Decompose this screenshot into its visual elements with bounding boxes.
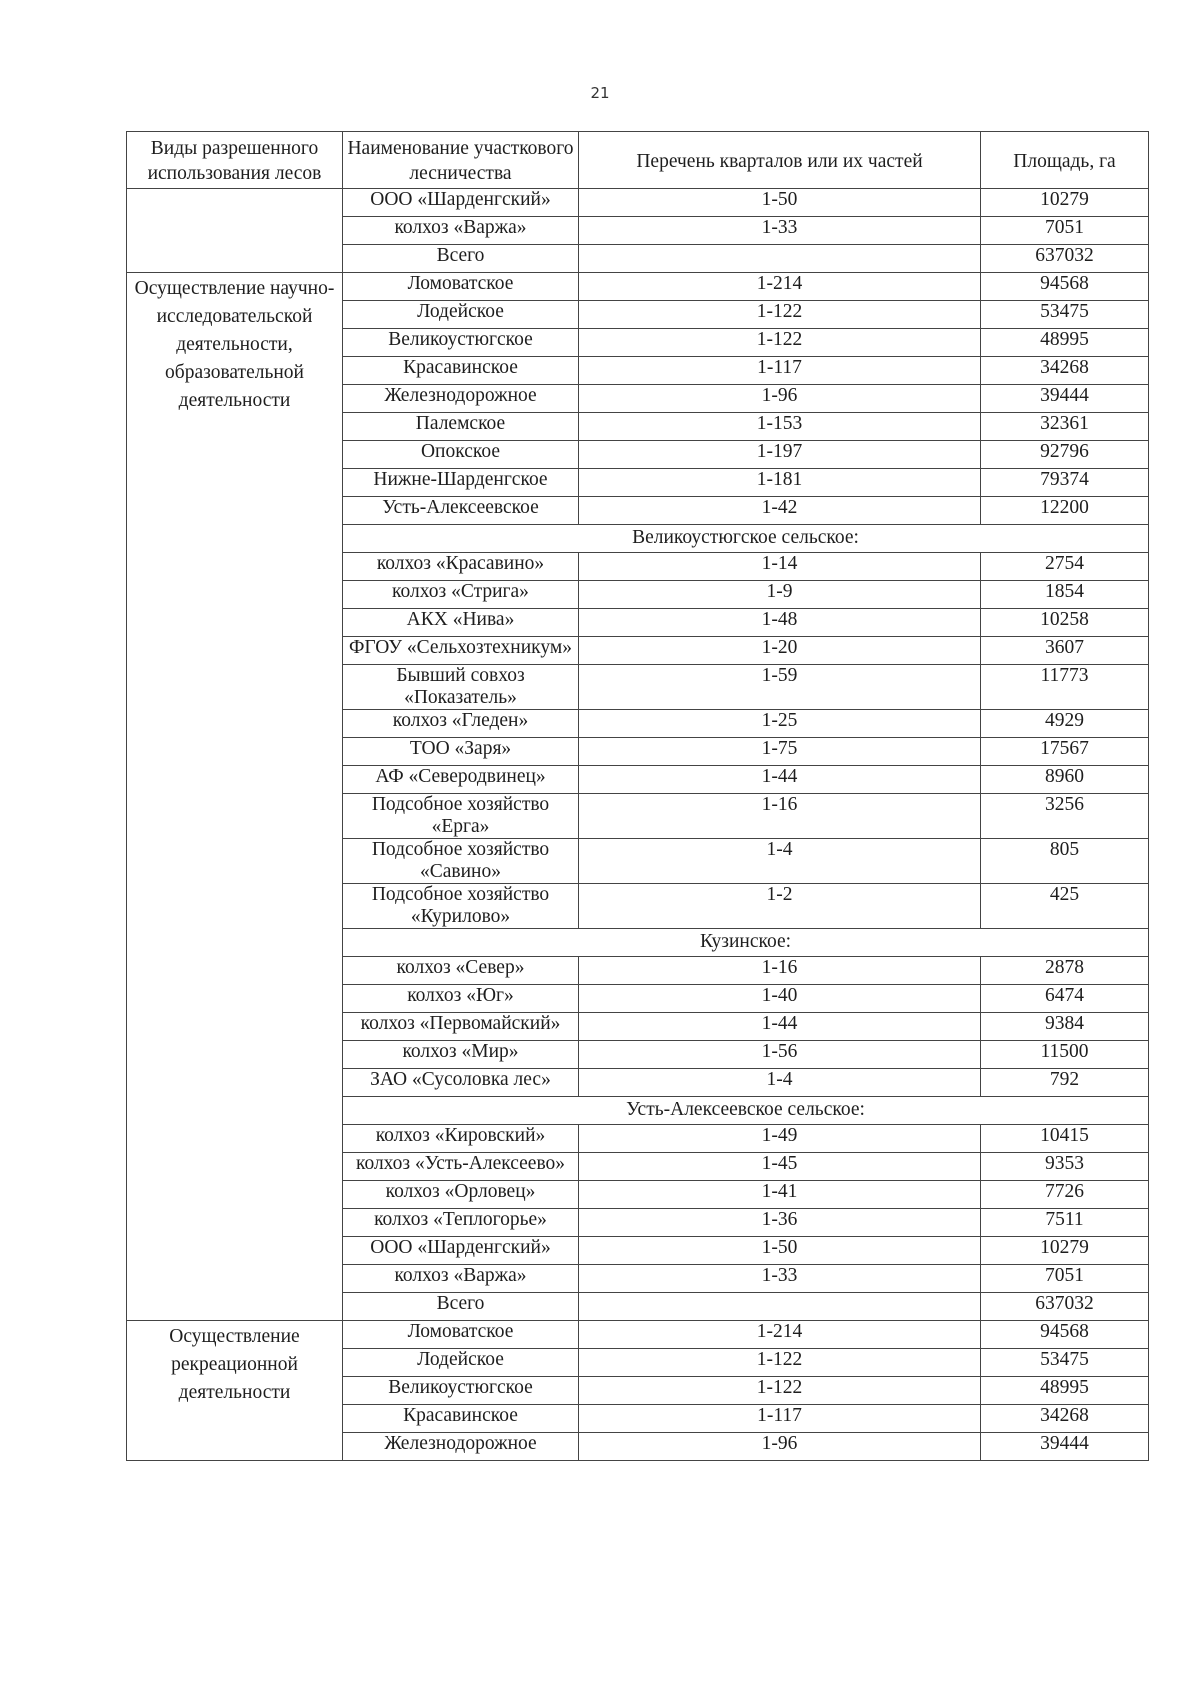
area-cell: 10279 — [981, 189, 1149, 217]
quarters-cell: 1-45 — [579, 1153, 981, 1181]
forest-use-table — [126, 131, 1149, 1461]
use-kind-cell — [127, 189, 343, 273]
header-area: Площадь, га — [981, 132, 1149, 189]
quarters-cell: 1-4 — [579, 1069, 981, 1097]
table-row — [127, 189, 1149, 217]
area-cell: 7051 — [981, 217, 1149, 245]
quarters-cell: 1-14 — [579, 553, 981, 581]
quarters-cell — [579, 1293, 981, 1321]
quarters-cell: 1-33 — [579, 217, 981, 245]
forestry-name-cell: Подсобное хозяйство «Курилово» — [343, 884, 579, 929]
forestry-name-cell: колхоз «Орловец» — [343, 1181, 579, 1209]
area-cell: 17567 — [981, 738, 1149, 766]
area-cell: 637032 — [981, 1293, 1149, 1321]
forestry-name-cell: Нижне-Шарденгское — [343, 469, 579, 497]
area-cell: 1854 — [981, 581, 1149, 609]
area-cell: 32361 — [981, 413, 1149, 441]
area-cell: 34268 — [981, 357, 1149, 385]
forestry-name-cell: колхоз «Первомайский» — [343, 1013, 579, 1041]
quarters-cell: 1-122 — [579, 1349, 981, 1377]
forestry-name-cell: ООО «Шарденгский» — [343, 1237, 579, 1265]
forestry-name-cell: колхоз «Варжа» — [343, 217, 579, 245]
forestry-name-cell: Палемское — [343, 413, 579, 441]
quarters-cell: 1-9 — [579, 581, 981, 609]
forestry-name-cell: Железнодорожное — [343, 1433, 579, 1461]
subheader-cell: Кузинское: — [343, 929, 1149, 957]
table-body — [127, 189, 1149, 1461]
quarters-cell: 1-40 — [579, 985, 981, 1013]
forestry-name-cell: колхоз «Мир» — [343, 1041, 579, 1069]
forestry-name-cell: Ломоватское — [343, 273, 579, 301]
quarters-cell: 1-96 — [579, 1433, 981, 1461]
quarters-cell: 1-2 — [579, 884, 981, 929]
forestry-name-cell: колхоз «Усть-Алексеево» — [343, 1153, 579, 1181]
quarters-cell: 1-181 — [579, 469, 981, 497]
area-cell: 48995 — [981, 329, 1149, 357]
forestry-name-cell: АФ «Северодвинец» — [343, 766, 579, 794]
forestry-name-cell: Подсобное хозяйство «Савино» — [343, 839, 579, 884]
forestry-name-cell: Подсобное хозяйство «Ерга» — [343, 794, 579, 839]
area-cell: 7726 — [981, 1181, 1149, 1209]
quarters-cell: 1-153 — [579, 413, 981, 441]
forestry-name-cell: Бывший совхоз «Показатель» — [343, 665, 579, 710]
forestry-name-cell: Железнодорожное — [343, 385, 579, 413]
forestry-name-cell: колхоз «Кировский» — [343, 1125, 579, 1153]
forestry-name-cell: Опокское — [343, 441, 579, 469]
area-cell: 425 — [981, 884, 1149, 929]
forestry-name-cell: Великоустюгское — [343, 329, 579, 357]
area-cell: 9384 — [981, 1013, 1149, 1041]
forestry-name-cell: Красавинское — [343, 1405, 579, 1433]
forestry-name-cell: колхоз «Стрига» — [343, 581, 579, 609]
quarters-cell: 1-122 — [579, 301, 981, 329]
subheader-cell: Великоустюгское сельское: — [343, 525, 1149, 553]
area-cell: 805 — [981, 839, 1149, 884]
area-cell: 10415 — [981, 1125, 1149, 1153]
quarters-cell: 1-25 — [579, 710, 981, 738]
table-row — [127, 273, 1149, 301]
quarters-cell: 1-122 — [579, 329, 981, 357]
quarters-cell: 1-117 — [579, 1405, 981, 1433]
area-cell: 637032 — [981, 245, 1149, 273]
forestry-name-cell: колхоз «Варжа» — [343, 1265, 579, 1293]
area-cell: 6474 — [981, 985, 1149, 1013]
forestry-name-cell: ТОО «Заря» — [343, 738, 579, 766]
quarters-cell: 1-50 — [579, 1237, 981, 1265]
area-cell: 3607 — [981, 637, 1149, 665]
area-cell: 53475 — [981, 1349, 1149, 1377]
forestry-name-cell: Великоустюгское — [343, 1377, 579, 1405]
use-kind-cell: Осуществление рекреационной деятельности — [127, 1321, 343, 1461]
area-cell: 10258 — [981, 609, 1149, 637]
area-cell: 792 — [981, 1069, 1149, 1097]
area-cell: 7051 — [981, 1265, 1149, 1293]
quarters-cell: 1-48 — [579, 609, 981, 637]
area-cell: 39444 — [981, 1433, 1149, 1461]
forestry-name-cell: колхоз «Красавино» — [343, 553, 579, 581]
quarters-cell: 1-56 — [579, 1041, 981, 1069]
header-forestry: Наименование участкового лесничества — [343, 132, 579, 189]
quarters-cell: 1-59 — [579, 665, 981, 710]
area-cell: 12200 — [981, 497, 1149, 525]
quarters-cell: 1-214 — [579, 273, 981, 301]
forestry-name-cell: Усть-Алексеевское — [343, 497, 579, 525]
forestry-name-cell: колхоз «Теплогорье» — [343, 1209, 579, 1237]
forestry-name-cell: колхоз «Север» — [343, 957, 579, 985]
forestry-name-cell: Лодейское — [343, 1349, 579, 1377]
forestry-name-cell: Ломоватское — [343, 1321, 579, 1349]
quarters-cell: 1-16 — [579, 957, 981, 985]
quarters-cell: 1-96 — [579, 385, 981, 413]
quarters-cell: 1-4 — [579, 839, 981, 884]
forestry-name-cell: ООО «Шарденгский» — [343, 189, 579, 217]
forestry-name-cell: Всего — [343, 1293, 579, 1321]
quarters-cell: 1-49 — [579, 1125, 981, 1153]
forestry-name-cell: колхоз «Гледен» — [343, 710, 579, 738]
quarters-cell: 1-117 — [579, 357, 981, 385]
quarters-cell: 1-36 — [579, 1209, 981, 1237]
quarters-cell: 1-20 — [579, 637, 981, 665]
area-cell: 53475 — [981, 301, 1149, 329]
area-cell: 94568 — [981, 273, 1149, 301]
use-kind-cell: Осуществление научно-исследовательской деятельности, образовательной деятельности — [127, 273, 343, 1321]
page-number: 21 — [590, 84, 610, 102]
quarters-cell: 1-197 — [579, 441, 981, 469]
quarters-cell: 1-50 — [579, 189, 981, 217]
forestry-name-cell: Всего — [343, 245, 579, 273]
forestry-name-cell: АКХ «Нива» — [343, 609, 579, 637]
area-cell: 2754 — [981, 553, 1149, 581]
quarters-cell: 1-75 — [579, 738, 981, 766]
area-cell: 39444 — [981, 385, 1149, 413]
forestry-name-cell: Лодейское — [343, 301, 579, 329]
area-cell: 34268 — [981, 1405, 1149, 1433]
forestry-name-cell: Красавинское — [343, 357, 579, 385]
area-cell: 2878 — [981, 957, 1149, 985]
quarters-cell: 1-44 — [579, 766, 981, 794]
area-cell: 94568 — [981, 1321, 1149, 1349]
quarters-cell: 1-214 — [579, 1321, 981, 1349]
header-kind: Виды разрешенного использования лесов — [127, 132, 343, 189]
area-cell: 9353 — [981, 1153, 1149, 1181]
area-cell: 10279 — [981, 1237, 1149, 1265]
area-cell: 4929 — [981, 710, 1149, 738]
forestry-name-cell: колхоз «Юг» — [343, 985, 579, 1013]
quarters-cell — [579, 245, 981, 273]
area-cell: 11500 — [981, 1041, 1149, 1069]
quarters-cell: 1-16 — [579, 794, 981, 839]
quarters-cell: 1-42 — [579, 497, 981, 525]
table-row — [127, 1321, 1149, 1349]
quarters-cell: 1-122 — [579, 1377, 981, 1405]
forestry-name-cell: ЗАО «Сусоловка лес» — [343, 1069, 579, 1097]
area-cell: 8960 — [981, 766, 1149, 794]
area-cell: 92796 — [981, 441, 1149, 469]
forestry-name-cell: ФГОУ «Сельхозтехникум» — [343, 637, 579, 665]
quarters-cell: 1-33 — [579, 1265, 981, 1293]
table-header-row — [127, 132, 1149, 189]
area-cell: 79374 — [981, 469, 1149, 497]
subheader-cell: Усть-Алексеевское сельское: — [343, 1097, 1149, 1125]
header-quarters: Перечень кварталов или их частей — [579, 132, 981, 189]
quarters-cell: 1-41 — [579, 1181, 981, 1209]
area-cell: 7511 — [981, 1209, 1149, 1237]
quarters-cell: 1-44 — [579, 1013, 981, 1041]
area-cell: 11773 — [981, 665, 1149, 710]
area-cell: 3256 — [981, 794, 1149, 839]
area-cell: 48995 — [981, 1377, 1149, 1405]
